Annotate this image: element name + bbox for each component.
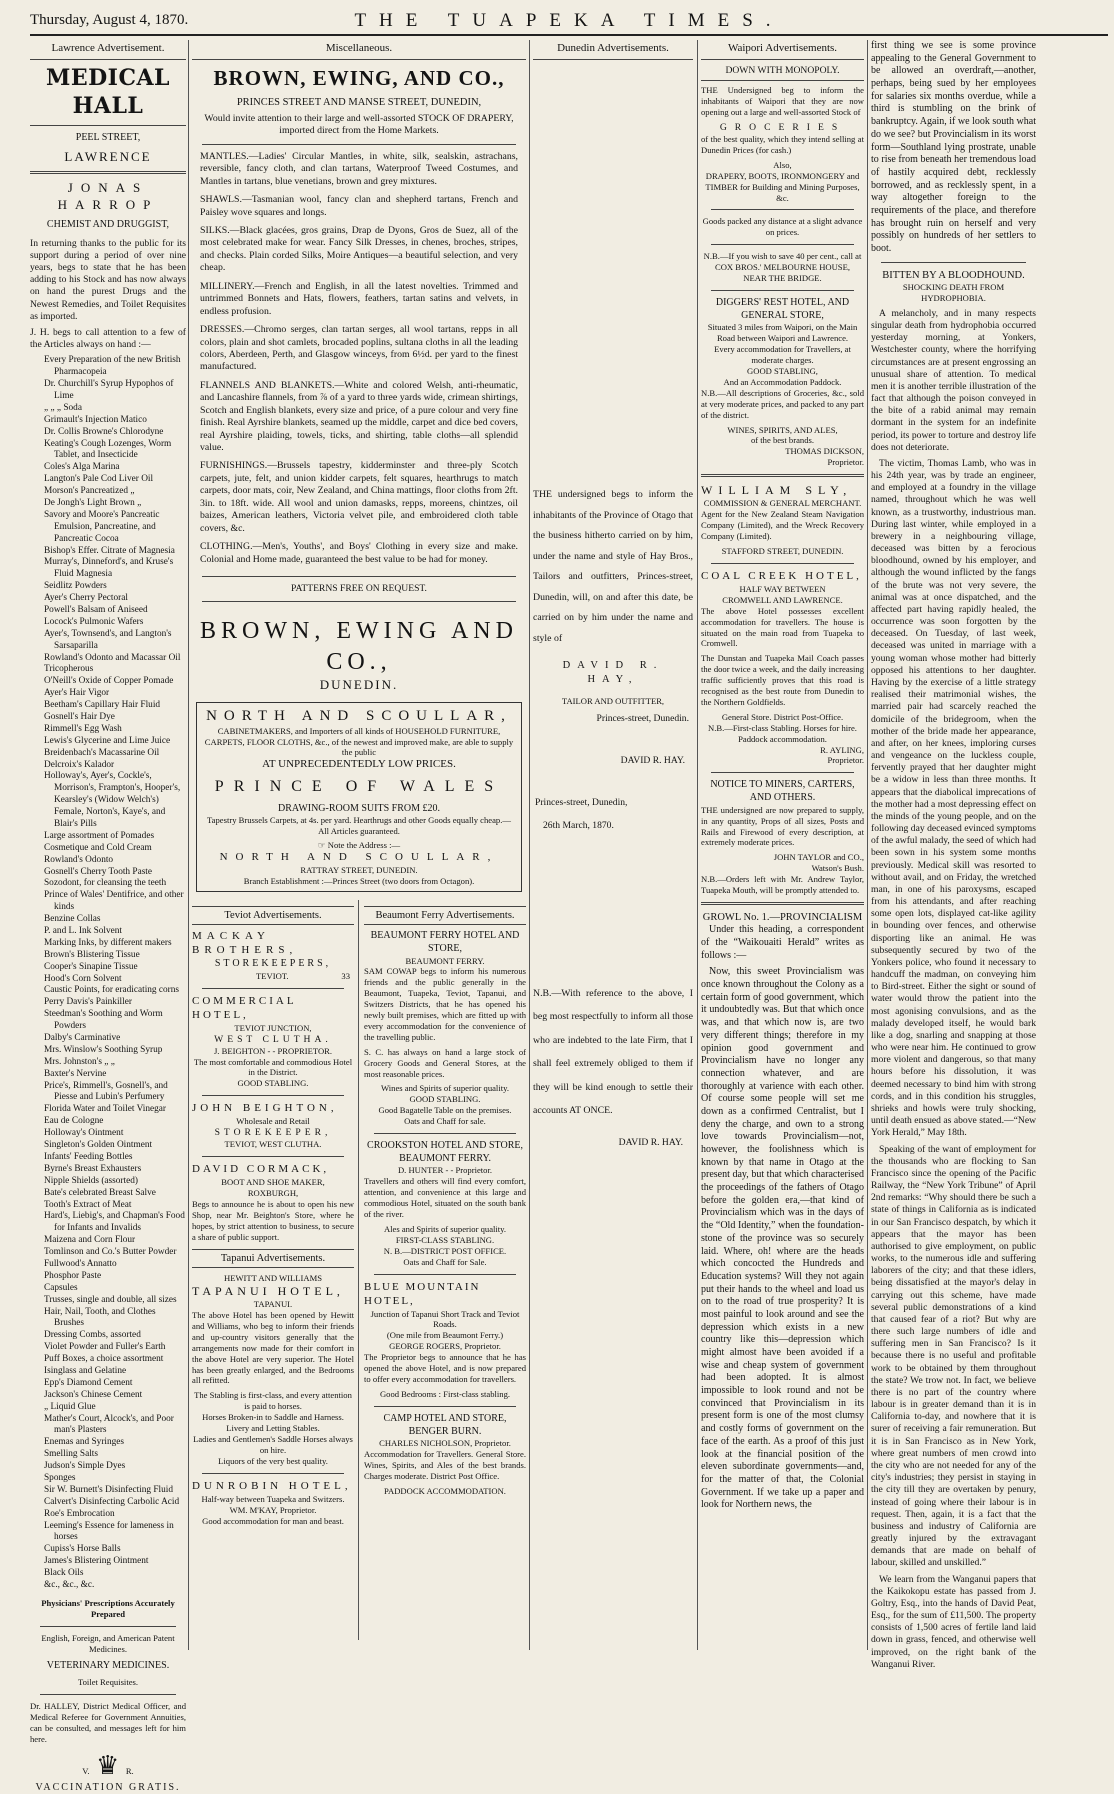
column-dunedin [533,40,693,1650]
tapanui-saddle: Ladies and Gentlemen's Saddle Horses always on hire. [193,1434,353,1455]
dunrobin-name: DUNROBIN HOTEL, [192,1479,352,1492]
list-item: Sponges [44,1472,76,1483]
list-item: Black Oils [44,1568,84,1579]
commercial-loc: TEVIOT JUNCTION, [234,1022,312,1033]
crookston-stabling: FIRST-CLASS STABLING. [395,1234,495,1245]
list-item: Nipple Shields (assorted) [44,1175,138,1186]
ad-title-2: BROWN, EWING AND CO., [200,618,518,675]
column-rule [188,40,189,1650]
list-item: James's Blistering Ointment [44,1556,149,1567]
ad-address: PRINCES STREET AND MANSE STREET, DUNEDIN, [236,96,482,108]
ad-invite: Would invite attention to their large and well-assorted STOCK OF DRAPERY, imported direct from the Home Markets. [204,112,514,137]
list-item: Large assortment of Pomades [44,830,155,841]
sub-columns [192,900,526,1640]
david-name: DAVID CORMACK, [192,1163,330,1176]
commercial-desc: The most comfortable and commodious Hotel in the District. [193,1056,353,1078]
list-item: &c., &c., &c. [44,1580,95,1590]
notice-desc: THE undersigned are now prepared to supply, in any quantity, Props of all sizes, Posts and Rails and Firewood of every description, at extremely moderate prices. [701,804,864,848]
diggers-nb: N.B.—All descriptions of Groceries, &c., sold at very moderate prices, and packed to any part of the district. [701,387,864,420]
list-item: Prince of Wales' Dentifrice, and other kinds [44,890,184,913]
cox-name: COX BROS.' MELBOURNE HOUSE, [714,262,850,273]
camp-name: CAMP HOTEL AND STORE, BENGER BURN. [383,1412,507,1437]
pointing-hand-icon: ☞ [317,840,326,851]
john-loc: TEVIOT, WEST CLUTHA. [224,1139,322,1150]
sly-name: WILLIAM SLY, [701,483,853,498]
tapanui-desc: The above Hotel has been opened by Hewitt and Williams, who beg to inform their friends and up-country visitors generally that the arrangements now made for their comfort in the above Hotel are very superior. The Hotel has been greatly enlarged, and the Bedrooms all refitted. [192,1310,354,1386]
list-item: Tomlinson and Co.'s Butter Powder [44,1247,177,1258]
column-waipori [701,40,864,1650]
list-item: Savory and Moore's Pancreatic Emulsion, Pancreatine, and Pancreatic Cocoa [44,509,160,544]
list-item: Puff Boxes, a choice assortment [44,1354,164,1365]
section-header: Beaumont Ferry Advertisements. [364,906,526,925]
north-scoullar-ad [196,702,522,892]
drapery-sections [192,151,526,566]
ns-branch: Branch Establishment :—Princes Street (two doors from Octagon). [243,875,475,886]
news-p2: A melancholy, and in many respects singular death from hydrophobia occurred yesterday morning, at Yonkers, Westchester county, where the horrifying circumstances are at present engrossing an unusual share of attention. To medical men it is another terrible illustration of the fact that although the poison conveyed in the bite of a rabid animal may remain dormant in the system for an indefinite period, its power to torture and destroy life does not deteriorate. [871,307,1036,453]
waipori-groceries: GROCERIES [719,121,846,133]
news-p4: Speaking of the want of employment for the thousands who are flocking to San Francisco since the opening of the Pacific Railway, the “New York Tribune” of April 2nd remarks: “Why should there be such a state of things in California as is indicated in our San Francisco despatch, by which it appears that the mayor has been authorised to give employment, on public works, to the numerous idle and suffering laborers of the city; and that these idlers, being dissatisfied at the mayor's delay in carrying out this scheme, have made several public demonstrations of a kind that caused fear of a riot? But why are there such large numbers of idle and suffering men in San Francisco? Is it because there is no useful and profitable work to be obtained by them throughout the state? We trow not. In fact, we believe there is no part of the country where labour is in greater demand than it is in California to-day, and nowhere that it is surer of receiving a fair remuneration. But it is in San Francisco as in New York, where great numbers of men crowd into the city who are not needed for any of the city's industries; they persist in staying in the city till they are overtaken by penury, instead of going where their labour is in request. Then, again, it is a fact that the business and industry of California are greatly injured by the extravagant demands that are made on behalf of labour, skilled and unskilled.” [871,1143,1036,1569]
dunrobin-desc: Good accommodation for man and beast. [202,1515,344,1526]
list-item: Mrs. Winslow's Soothing Syrup [44,1044,163,1055]
camp-prop: CHARLES NICHOLSON, Proprietor. [379,1438,511,1449]
dunrobin-prop: WM. M'KAY, Proprietor. [229,1504,317,1515]
vaccination-note: VACCINATION GRATIS. [35,1781,181,1793]
growl-text [701,924,864,1512]
list-item: Hood's Corn Solvent [44,973,122,984]
ns-carpets: Tapestry Brussels Carpets, at 4s. per yard. Hearthrugs and other Goods equally cheap.—All Articles guaranteed. [207,815,511,837]
coal-mail: The Dunstan and Tuapeka Mail Coach passes the door twice a week, and the daily increasing traffic sufficiently proves that this road is recognised as the best route from Dunedin to the Northern Goldfields. [701,653,864,707]
crookston-desc: Travellers and others will find every comfort, attention, and convenience at this large and commodious Hotel, situated on the south bank of the river. [364,1176,526,1220]
section-header: Dunedin Advertisements. [533,40,693,60]
list-item: Calvert's Disinfecting Carbolic Acid [44,1496,180,1507]
waipori-packed: Goods packed any distance at a slight advance on prices. [702,216,863,238]
news-headline: BITTEN BY A BLOODHOUND. [882,269,1025,281]
list-item: Keating's Cough Lozenges, Worm Tablet, and Insecticide [44,438,172,461]
monopoly-heading: DOWN WITH MONOPOLY. [701,65,864,81]
royal-crest [30,1749,186,1782]
list-item: Grimault's Injection Matico [44,414,147,425]
article-list [30,355,186,1592]
list-item: Judson's Simple Dyes [44,1461,126,1472]
list-item: Lewis's Glycerine and Lime Juice [44,735,171,746]
tapanui-owners: HEWITT AND WILLIAMS [223,1272,323,1283]
crest-v: V. [82,1765,90,1776]
ad-title: BROWN, EWING, AND CO., [213,65,505,90]
diggers-stabling: GOOD STABLING, [747,366,818,376]
list-item: Epp's Diamond Cement [44,1377,133,1388]
blank-space [533,65,693,485]
list-item: Perry Davis's Painkiller [44,997,132,1008]
list-item: Powell's Balsam of Aniseed [44,604,148,615]
coal-nb: N.B.—First-class Stabling. Horses for hire. Paddock accommodation. [708,722,857,744]
crookston-post: N. B.—DISTRICT POST OFFICE. [383,1245,507,1256]
list-item: „ Liquid Glue [44,1401,96,1412]
halley-note: Dr. HALLEY, District Medical Officer, and Medical Referee for Government Annuities, can be consulted, and messages left for him here. [30,1701,186,1744]
list-item: Ayer's Hair Vigor [44,688,110,699]
camp-paddock: PADDOCK ACCOMMODATION. [384,1485,506,1496]
list-item: Tricopherous [44,664,94,675]
ad-name: JONAS HARROP [57,180,159,212]
ns-prince: PRINCE OF WALES [214,778,504,796]
sly-desc: Agent for the New Zealand Steam Navigation Company (Limited), and the Wreck Recovery Company (Limited). [701,509,864,542]
ad-town: LAWRENCE [64,148,152,164]
list-item: Holloway's, Ayer's, Cockle's, Morrison's, Frampton's, Hooper's, Kearsley's (Widow Welch's) Female, Norton's, Kaye's, and Blair's Pills [44,771,181,829]
notice-heading: NOTICE TO MINERS, CARTERS, AND OTHERS. [710,779,855,804]
ad-intro: In returning thanks to the public for its support during a period of over nine years, begs to state that he has been adding to his Stock and has now always on hand the purest Drugs and the Newest Remedies, and Toilet Requisites as imported. [30,237,186,322]
growl-paragraph: Under this heading, a correspondent of the “Waikouaiti Herald” writes as follows :— [701,924,864,961]
blue-mountain-dist: (One mile from Beaumont Ferry.) [386,1330,504,1341]
list-item: Caustic Points, for eradicating corns [44,985,180,996]
mackay-name: MACKAY BROTHERS, [192,930,298,957]
beaumont-loc: BEAUMONT FERRY. [405,955,485,966]
beaumont-store: S. C. has always on hand a large stock of Grocery Goods and General Stores, at the most reasonable prices. [364,1046,526,1079]
list-item: Jackson's Chinese Cement [44,1389,143,1400]
section-header: Tapanui Advertisements. [192,1249,354,1268]
sub-column-rule [358,900,359,1640]
hay-trade: TAILOR AND OUTFITTER, [561,696,665,707]
ns-prices: AT UNPRECEDENTEDLY LOW PRICES. [262,758,456,771]
drapery-section: CLOTHING.—Men's, Youths', and Boys' Clothing in every size and make. Colonial and Home made, guaranteed the best value to be had for money. [200,541,518,565]
growl-paragraph: Now, this sweet Provincialism was once known throughout the Colony as a certain form of good government, which it undoubtedly was. But that which once was, and that which now is, are two very different things; therefore in my opinion good government and Provincialism have no longer any connection whatever, and are thoroughly at varience with each other. Of course some people will set me down as a confirmed Centralist, but I deny the charge, and own to a strong love towards Provincialism—not, however, the foolishness which is known by that name in Otago at the present day, but that which characterised the proceedings of the fathers of Otago before the golden era,—that kind of Provincialism which was in the days of the “Old Identity,” when the foundation-stone of the province was so securely laid. Where, oh! where are the heads which concocted the Hundreds and Education systems? Will they not again put their hands to the wheel and load us on to the road of true prosperity? It is most painful to look around and see the depression which exists in a new country like this—depression which might almost have been avoided if a wise and cheap system of government had been adopted. It is almost impossible to look round and not be convinced that Provincialism in its present form is one of the most clumsy and costly forms of government on the face of the earth. As a proof of this just look at the financial position of the eleven subordinate governments—and, for the matter of that, the Colonial Government. If we take up a paper and look for Northern news, the [701,966,864,1511]
blue-mountain-bedrooms: Good Bedrooms : First-class stabling. [379,1388,511,1399]
list-item: Hair, Nail, Tooth, and Clothes Brushes [44,1306,156,1329]
list-item: Capsules [44,1282,78,1293]
list-item: Marking Inks, by different makers [44,937,172,948]
hay-name: DAVID R. HAY, [562,660,664,685]
veterinary-note: VETERINARY MEDICINES. [46,1659,170,1671]
hay-nb: N.B.—With reference to the above, I beg most respectfully to inform all those who are indebted to the late Firm, that I shall feel extremely obliged to them if they will be kind enough to settle their accounts AT ONCE. [533,987,693,1117]
section-header: Teviot Advertisements. [192,906,354,925]
toilet-note: Toilet Requisites. [77,1677,139,1688]
john-trade: STOREKEEPER, [214,1127,332,1139]
news-p5: We learn from the Wanganui papers that the Kaikokopu estate has passed from J. Goltry, Esq., into the hands of David Peat, Esq., for the sum of £11,500. The property consists of 1,500 acres of fertile land laid down in grass, fenced, and otherwise well improved, on the right bank of the Wanganui River. [871,1573,1036,1670]
list-item: Enemas and Syringes [44,1437,125,1448]
beaumont-desc: SAM COWAP begs to inform his numerous friends and the public generally in the Beaumont, Tuapeka, Teviot, Tapanui, and Switzers Districts, that he has opened his newly built premises, which are fitted up with every accommodation for the convenience of the travelling public. [364,966,526,1042]
list-item: Ayer's Cherry Pectoral [44,593,128,604]
hay-sign: DAVID R. HAY. [620,755,685,767]
section-header: Waipori Advertisements. [701,40,864,60]
cox-bridge: NEAR THE BRIDGE. [743,273,822,284]
beaumont-stabling: GOOD STABLING. [409,1094,481,1105]
list-item: Bate's celebrated Breast Salve [44,1187,156,1198]
taylor-loc: Watson's Bush. [811,863,864,874]
tapanui-stabling: The Stabling is first-class, and every attention is paid to horses. [194,1390,352,1412]
beaumont-bagatelle: Good Bagatelle Table on the premises. [378,1105,512,1116]
hay-street: Princes-street, Dunedin. [596,713,689,725]
list-item: Tooth's Extract of Meat [44,1199,132,1210]
blue-mountain-prop: GEORGE ROGERS, Proprietor. [389,1341,501,1352]
list-item: Rimmell's Egg Wash [44,723,122,734]
drapery-section: MANTLES.—Ladies' Circular Mantles, in white, silk, sealskin, astrachans, reversible, fancy cloth, and clan tartans, Waterproof Tweed Costumes, and Mantles in tartans, blue venetians, brown and grey mixtures. [200,150,518,187]
diggers-paddock: And an Accommodation Paddock. [723,376,842,387]
beaumont-column [364,900,526,1497]
beaumont-oats: Oats and Chaff for sale. [404,1116,486,1127]
list-item: Seidlitz Powders [44,581,107,592]
column-news [871,40,1036,1670]
list-item: Infants' Feeding Bottles [44,1151,133,1162]
dickson-role: Proprietor. [827,457,864,468]
dunrobin-loc: Half-way between Tuapeka and Switzers. [201,1493,345,1504]
hay-sign2: DAVID R. HAY. [618,1136,683,1148]
ayling-name: R. AYLING, [820,744,864,755]
list-item: Langton's Pale Cod Liver Oil [44,474,154,485]
prescriptions-note: Physicians' Prescriptions Accurately Prepared [41,1597,175,1619]
list-item: Breidenbach's Macassarine Oil [44,747,160,758]
drapery-section: FURNISHINGS.—Brussels tapestry, kidderminster and three-ply Scotch carpets, jute, felt, and union kidder carpets, felt squares, hearthrugs to match carpets, door mats, coir, New Zealand, and China mattings, floor cloths from 2ft. 3in. to 18ft. wide. All wool and union damasks, repps, moreens, chintzes, oil baizes, American leathers, Victoria velvet pile, and embroidered cloth table covers, &c. [200,460,518,534]
diggers-loc: Situated 3 miles from Waipori, on the Main Road between Waipori and Lawrence. [707,322,858,344]
list-item: Leeming's Essence for lameness in horses [44,1520,174,1543]
david-trade: BOOT AND SHOE MAKER, [221,1177,325,1188]
ns-name2: NORTH AND SCOULLAR, [219,851,499,864]
list-item: Dressing Combs, assorted [44,1330,141,1341]
growl-heading: GROWL No. 1.—PROVINCIALISM [702,912,863,924]
blue-mountain-loc: Junction of Tapanui Short Track and Teviot Roads. [370,1308,520,1330]
patterns-note: PATTERNS FREE ON REQUEST. [291,582,427,594]
ad-town: DUNEDIN. [319,677,399,693]
ad-title: MEDICAL HALL [30,65,186,126]
ayling-role: Proprietor. [827,755,864,766]
list-item: Baxter's Nervine [44,1068,107,1079]
drapery-section: SILKS.—Black glacées, gros grains, Drap de Dyons, Gros de Suez, all of the most celebrated make for wear. Fancy Silk Dresses, in chenes, broches, stripes, and checks. Plain corded Silks, Moire Antiques—a beautiful selection, and very cheap. [200,225,518,274]
list-item: Phosphor Paste [44,1270,102,1281]
drapery-section: MILLINERY.—French and English, in all the latest novelties. Trimmed and untrimmed Bonnets and Hats, flowers, feathers, tartan satins and velvets, in endless profusion. [200,280,518,317]
crookston-name: CROOKSTON HOTEL AND STORE, BEAUMONT FERRY. [367,1140,523,1164]
list-item: P. and L. Ink Solvent [44,926,122,937]
david-loc: ROXBURGH, [247,1188,299,1199]
ad-street: PEEL STREET, [75,131,141,143]
mackay-num: 33 [341,970,350,981]
waipori-p1: THE Undersigned beg to inform the inhabitants of Waipori that they are now opening out a large and well-assorted Stock of [701,85,864,117]
list-item: De Jongh's Light Brown „ [44,497,142,508]
list-item: Gosnell's Hair Dye [44,711,115,722]
mackay-loc: TEVIOT. [256,970,289,981]
list-item: Every Preparation of the new British Pharmacopeia [44,355,181,378]
news-p3: The victim, Thomas Lamb, who was in his 24th year, was by trade an engineer, and employed at a foundry in the village named, throughout which he was well known, as a trustworthy, industrious man. During last winter, while employed in a brewery in a neighbouring village, deceased was bitten by a ferocious bloodhound, owned by his employer, and although the wound inflicted by the fangs of the brute was not very severe, the animal was at once dispatched, and the affected part having rapidly healed, the occurrence was soon forgotten by the deceased. On Tuesday, of last week, deceased was united in marriage with a young woman whose mother had bitterly opposed his attentions to her daughter. Having by the exercise of a little strategy realised their matrimonial wishes, the married pair had scarcely reached the domicile of the bridegroom, when the mother of the bride made her appearance, and after, on her knees, imploring curses and vengeance on the luckless couple, fervently prayed that her daughter might be a widow in less than three months. It appears that the diabolical imprecations of the mother had a most depressing effect on the minds of the young people, and on the following day deceased evinced symptoms of the awful malady, the seed of which had been sown in his system some months previously. Medical skill was resorted to without avail, and on Friday, the wretched man, in one of his paroxysms, escaped from his attendants, and after reaching some open lots, displayed cat-like agility in bounding over fences, and otherwise disporting like an animal. He was subsequently secured by two of the Yonkers police, who found it necessary to handcuff the madman, on conveying him to Bird-street. Either the sight or sound of water would throw the patient into the most agonising convulsions, and as the malady developed itself, he would bark like a dog, snarling and snapping at those who were near him. He continued to grow more violent and dangerous, so that many hours before his dissolution, it was deemed necessary to bind him with strong cords, and in this condition his struggles, shrieks and howls were truly shocking, until death ensued as above stated.—“New York Herald,” May 18th. [871,457,1036,1139]
hay-place: Princes-street, Dunedin, [535,797,628,809]
diggers-name: DIGGERS' REST HOTEL, AND GENERAL STORE, [715,297,850,321]
list-item: Dalby's Carminative [44,1033,121,1044]
column-lawrence [30,40,186,1793]
diggers-brands: of the best brands. [750,435,814,446]
list-item: Smelling Salts [44,1449,98,1460]
crookston-ales: Ales and Spirits of superior quality. [383,1224,507,1234]
crest-r: R. [125,1765,134,1776]
list-item: Maizena and Corn Flour [44,1235,136,1246]
ns-desc: CABINETMAKERS, and Importers of all kinds of HOUSEHOLD FURNITURE, CARPETS, FLOOR CLOTHS, &c., of the newest and improved make, are able to supply the public [204,725,514,758]
coal-towns: CROMWELL AND LAWRENCE. [722,594,843,605]
coal-sub: HALF WAY BETWEEN [739,583,826,594]
ns-suits: DRAWING-ROOM SUITS FROM £20. [278,802,440,814]
commercial-town: WEST CLUTHA. [214,1033,332,1045]
ad-trade: CHEMIST AND DRUGGIST, [46,219,170,231]
list-item: Fullwood's Annatto [44,1258,117,1269]
list-item: Isinglass and Gelatine [44,1365,127,1376]
section-header: Miscellaneous. [192,40,526,60]
diggers-acc: Every accommodation for Travellers, at moderate charges. [714,344,851,366]
list-item: Holloway's Ointment [44,1128,124,1139]
dickson-name: THOMAS DICKSON, [785,446,864,457]
list-item: Gosnell's Cherry Tooth Paste [44,866,153,877]
section-header: Lawrence Advertisement. [30,40,186,60]
drapery-section: FLANNELS AND BLANKETS.—White and colored Welsh, anti-rheumatic, and Lancashire flannels, from ⅞ of a yard to three yards wide, crimean shirtings, Scotch and English blankets, every size and price, of a pure colour and very fine finish. Real Ayrshire blankets, seamed up the middle, carpet and dice bed covers, real Ayrshire plaiding, towels, ticks, and shirting, table cloths—all splendid value. [200,379,518,454]
hay-date: 26th March, 1870. [543,819,614,831]
list-item: Locock's Pulmonic Wafers [44,616,144,627]
list-item: Eau de Cologne [44,1116,104,1127]
coal-desc: The above Hotel possesses excellent accommodation for travellers. The house is situated on the main road from Tuapeka to Cromwell. [701,605,864,649]
hay-notice: THE undersigned begs to inform the inhabitants of the Province of Otago that the business hitherto carried on by him, under the name and style of Hay Bros., Tailors and outfitters, Princes-street, Dunedin, will, on and after this date, be carried on by him under the name and style of [533,488,693,644]
list-item: Benzine Collas [44,914,101,925]
tapanui-livery: Livery and Letting Stables. [226,1423,320,1434]
list-item: Mather's Court, Alcock's, and Poor man's Plasters [44,1413,174,1436]
teviot-column [192,900,354,1527]
news-subhead: SHOCKING DEATH FROM HYDROPHOBIA. [902,282,1005,303]
beaumont-wines: Wines and Spirits of superior quality. [381,1083,509,1094]
tapanui-horses: Horses Broken-in to Saddle and Harness. [202,1412,344,1423]
waipori-p2: of the best quality, which they intend selling at Dunedin Prices (for cash.) [701,134,864,155]
list-item: Ayer's, Townsend's, and Langton's Sarsaparilla [44,628,172,651]
mackay-trade: STOREKEEPERS, [214,958,332,970]
list-item: Price's, Rimmell's, Gosnell's, and Piesse and Lubin's Perfumery [44,1080,168,1103]
list-item: Mrs. Johnston's „ „ [44,1056,115,1067]
list-item: Dr. Collis Browne's Chlorodyne [44,426,164,437]
list-item: Hard's, Liebig's, and Chapman's Food for Infants and Invalids [44,1211,185,1234]
list-item: Roe's Embrocation [44,1508,115,1519]
news-p1: first thing we see is some province appealing to the General Government to be allowed an overdraft,—another, perhaps, being sued by her employees for salaries six months overdue, while a third is stumbling on the brink of bankruptcy. Again, if we look south what do we see? but Provincialism in its worst form—Southland lying prostrate, unable to rise from beneath her tremendous load of hastily acquired debt, recklessly borrowed, and as recklessly spent, in a way altogether foreign to the requirements of the place, and therefore has brought ruin on herself and very possibly on hundreds of her settlers to boot. [871,40,1036,254]
waipori-also: Also, [773,159,792,170]
column-rule [529,40,530,1650]
list-item: Sir W. Burnett's Disinfecting Fluid [44,1484,173,1495]
crookston-oats: Oats and Chaff for Sale. [403,1256,487,1267]
coal-store: General Store. District Post-Office. [721,711,844,722]
list-item: Brown's Blistering Tissue [44,949,140,960]
mackay-footer [192,971,354,982]
list-item: Trusses, single and double, all sizes [44,1294,177,1305]
list-item: Byrne's Breast Exhausters [44,1163,142,1174]
commercial-prop: J. BEIGHTON - - PROPRIETOR. [213,1045,333,1056]
patent-note: English, Foreign, and American Patent Medicines. [41,1632,175,1654]
blue-mountain-desc: The Proprietor begs to announce that he has opened the above Hotel, and is now prepared to offer every accommodation for travellers. [364,1352,526,1384]
crookston-prop: D. HUNTER - - Proprietor. [397,1165,493,1176]
commercial-stabling: GOOD STABLING. [237,1078,309,1089]
camp-desc: Accommodation for Travellers. General Store. Wines, Spirits, and Ales of the best brands. Charges moderate. District Post Office. [364,1449,526,1481]
list-item: O'Neill's Oxide of Copper Pomade [44,676,174,687]
taylor-name: JOHN TAYLOR and CO., [773,852,864,863]
list-item: Steedman's Soothing and Worm Powders [44,1009,163,1032]
commercial-name: COMMERCIAL HOTEL, [192,994,297,1021]
david-desc: Begs to announce he is about to open his new Shop, near Mr. Beighton's Store, where he hopes, by strict attention to business, to secure a share of public support. [192,1199,354,1242]
list-item: Cosmetique and Cold Cream [44,842,152,853]
john-name: JOHN BEIGHTON, [192,1102,338,1115]
blue-mountain-name: BLUE MOUNTAIN HOTEL, [364,1280,481,1307]
list-item: Violet Powder and Fuller's Earth [44,1342,166,1353]
list-item: Beetham's Capillary Hair Fluid [44,700,161,711]
waipori-nb: N.B.—If you wish to save 40 per cent., call at [703,251,862,262]
list-item: Florida Water and Toilet Vinegar [44,1104,166,1115]
list-item: Sozodont, for cleansing the teeth [44,878,167,889]
list-item: „ „ „ Soda [44,402,82,413]
ad-attention: J. H. begs to call attention to a few of the Articles always on hand :— [30,326,186,351]
list-item: Cupiss's Horse Balls [44,1544,121,1555]
drapery-section: DRESSES.—Chromo serges, clan tartan serges, all wool tartans, repps in all colors, plain and shot camlets, brocaded poplins, sultana cloths in all the leading colors, Aberdeen, Perth, and Glasgow winceys, from 6½d. per yard to the finest manufactured. [200,324,518,373]
ns-note-text: Note the Address :— [327,840,401,851]
column-miscellaneous [192,40,526,1650]
list-item: Murray's, Dinneford's, and Kruse's Fluid Magnesia [44,557,174,580]
list-item: Singleton's Golden Ointment [44,1140,153,1151]
list-item: Morson's Pancreatized „ [44,486,135,497]
issue-date: Thursday, August 4, 1870. [30,12,189,28]
list-item: Coles's Alga Marina [44,462,120,473]
tapanui-liquors: Liquors of the very best quality. [218,1455,328,1466]
paper-title: THE TUAPEKA TIMES. [354,10,784,31]
list-item: Delcroix's Kalador [44,759,115,770]
masthead [30,8,1108,36]
list-item: Dr. Churchill's Syrup Hypophos of Lime [44,379,174,401]
column-rule [697,40,698,1650]
john-desc: Wholesale and Retail [236,1116,310,1127]
waipori-drapery: DRAPERY, BOOTS, IRONMONGERY and TIMBER for Building and Mining Purposes, &c. [705,170,860,203]
ns-note [203,840,515,851]
tapanui-loc: TAPANUI. [253,1299,293,1310]
list-item: Rowland's Odonto and Macassar Oil [44,652,181,663]
list-item: Cooper's Sinapine Tissue [44,961,138,972]
taylor-nb: N.B.—Orders left with Mr. Andrew Taylor, Tuapeka Mouth, will be promptly attended to. [701,874,864,896]
ns-title: NORTH AND SCOULLAR, [206,707,512,724]
crest-icon: ♛ [96,1750,120,1780]
list-item: Rowland's Odonto [44,854,114,865]
coal-name: COAL CREEK HOTEL, [701,569,862,582]
tapanui-hotel: TAPANUI HOTEL, [192,1283,344,1298]
sly-role: COMMISSION & GENERAL MERCHANT. [703,498,862,509]
sly-addr: STAFFORD STREET, DUNEDIN. [721,546,844,557]
column-rule [867,40,868,1650]
drapery-section: SHAWLS.—Tasmanian wool, fancy clan and shepherd tartans, French and Paisley wove squares and longs. [200,194,518,218]
diggers-wines: WINES, SPIRITS, AND ALES, [727,424,838,435]
beaumont-hotel: BEAUMONT FERRY HOTEL AND STORE, [370,930,520,954]
list-item: Bishop's Effer. Citrate of Magnesia [44,545,175,556]
ns-street: RATTRAY STREET, DUNEDIN. [300,864,418,875]
